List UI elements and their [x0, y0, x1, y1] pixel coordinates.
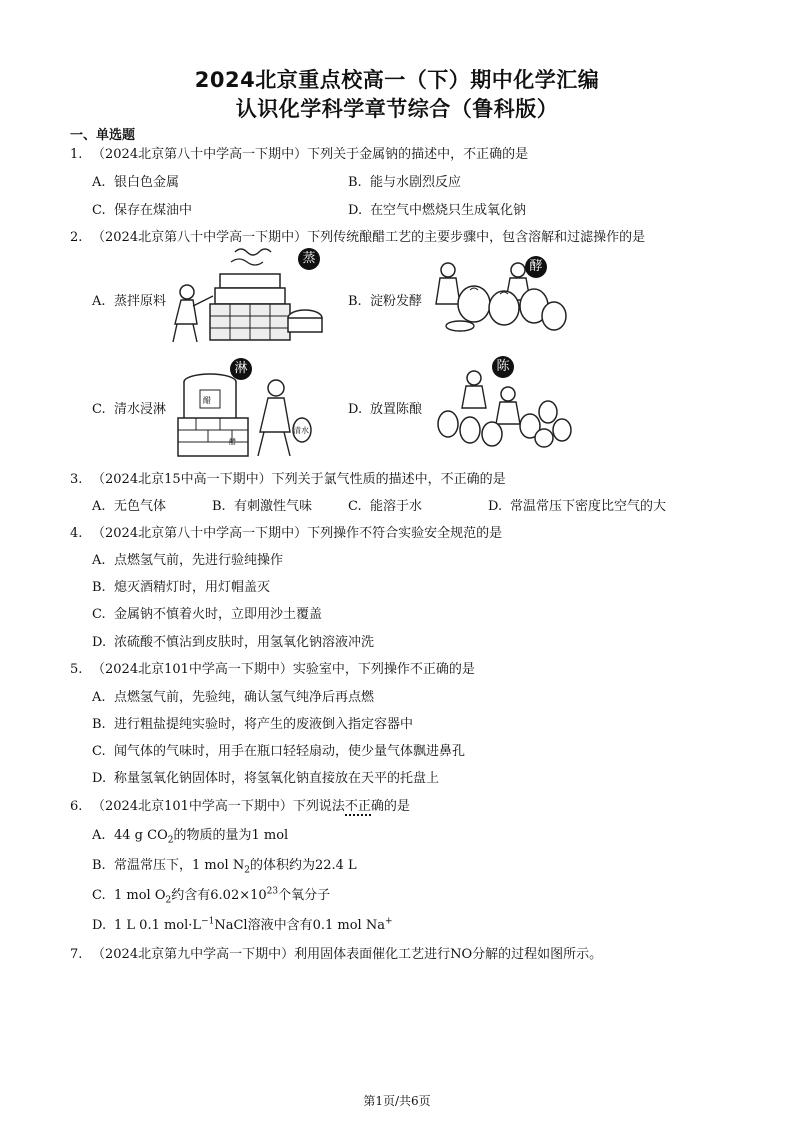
jar-label-vinegar: 醋	[203, 396, 211, 405]
q4-option-b: B. 熄灭酒精灯时，用灯帽盖灭	[92, 580, 271, 595]
page-footer: 第1页/共6页	[363, 1094, 431, 1108]
question-3: 3. （2024北京15中高一下期中）下列关于氯气性质的描述中，不正确的是	[70, 472, 506, 487]
q5-option-d: D. 称量氢氧化钠固体时，将氢氧化钠直接放在天平的托盘上	[92, 771, 440, 786]
jar-label-water: 清水	[293, 426, 309, 435]
q4-option-d: D. 浓硫酸不慎沾到皮肤时，用氢氧化钠溶液冲洗	[92, 635, 375, 650]
fermentation-illustration	[430, 256, 570, 336]
q6-option-b: B. 常温常压下，1 mol $N_2$的体积约为22.4 L	[92, 858, 357, 876]
q1-option-d: D. 在空气中燃烧只生成氧化钠	[348, 203, 527, 218]
q1-option-b: B. 能与水剧烈反应	[348, 175, 462, 190]
question-stem: （2024北京101中学高一下期中）实验室中，下列操作不正确的是	[92, 662, 475, 677]
badge-ferment: 酵	[525, 256, 547, 278]
q1-option-a: A. 银白色金属	[92, 175, 180, 190]
q6-option-a: A. 44 g $CO_2$的物质的量为1 mol	[92, 828, 289, 846]
q5-option-c: C. 闻气体的气味时，用手在瓶口轻轻扇动，使少量气体飘进鼻孔	[92, 744, 466, 759]
q2-option-d: D. 放置陈酿	[348, 402, 423, 417]
question-6: 6. （2024北京101中学高一下期中）下列说法不正确的是	[70, 799, 410, 814]
question-5: 5. （2024北京101中学高一下期中）实验室中，下列操作不正确的是	[70, 662, 475, 677]
q1-option-c: C. 保存在煤油中	[92, 203, 193, 218]
question-stem: （2024北京15中高一下期中）下列关于氯气性质的描述中，不正确的是	[92, 472, 506, 487]
question-7: 7. （2024北京第九中学高一下期中）利用固体表面催化工艺进行NO分解的过程如图所示。	[70, 947, 603, 962]
q2-option-c: C. 清水浸淋	[92, 402, 167, 417]
q6-option-d: D. 1 L 0.1 $mol\cdot L^{-1}NaCl$溶液中含有0.1 mol Na+	[92, 916, 393, 933]
question-4: 4. （2024北京第八十中学高一下期中）下列操作不符合实验安全规范的是	[70, 526, 503, 541]
question-stem: （2024北京第八十中学高一下期中）下列操作不符合实验安全规范的是	[92, 526, 503, 541]
question-1	[70, 143, 528, 162]
emphasis-not: 不正	[344, 799, 371, 814]
q4-option-c: C. 金属钠不慎着火时，立即用沙土覆盖	[92, 607, 323, 622]
q3-option-b: B. 有刺激性气味	[212, 499, 313, 514]
q3-option-c: C. 能溶于水	[348, 499, 423, 514]
question-number: 1.	[70, 147, 83, 162]
q3-option-a: A. 无色气体	[92, 499, 167, 514]
document-title-line1: 2024北京重点校高一（下）期中化学汇编	[194, 68, 600, 92]
q4-option-a: A. 点燃氢气前，先进行验纯操作	[92, 553, 284, 568]
jar-label-vinegar-small: 醋	[229, 438, 236, 446]
aging-illustration	[434, 368, 574, 448]
badge-age: 陈	[492, 356, 514, 378]
question-stem: （2024北京第九中学高一下期中）利用固体表面催化工艺进行NO分解的过程如图所示。	[92, 947, 603, 962]
question-stem: （2024北京第八十中学高一下期中）下列传统酿醋工艺的主要步骤中，包含溶解和过滤操作的是	[92, 230, 646, 245]
q5-option-b: B. 进行粗盐提纯实验时，将产生的废液倒入指定容器中	[92, 717, 414, 732]
section-heading: 一、单选题	[70, 128, 136, 143]
badge-steam: 蒸	[298, 248, 320, 270]
badge-rinse: 淋	[230, 358, 252, 380]
q5-option-a: A. 点燃氢气前，先验纯，确认氢气纯净后再点燃	[92, 690, 375, 705]
document-title-line2: 认识化学科学章节综合（鲁科版）	[235, 97, 559, 121]
question-stem: （2024北京第八十中学高一下期中）下列关于金属钠的描述中，不正确的是	[92, 147, 529, 162]
q6-option-c: C. 1 mol $O_2$约含有$6.02\times 10^{23}$个氧分子	[92, 886, 331, 906]
q2-option-a: A. 蒸拌原料	[92, 294, 167, 309]
q3-option-d: D. 常温常压下密度比空气的大	[488, 499, 667, 514]
q2-option-b: B. 淀粉发酵	[348, 294, 423, 309]
question-2: 2. （2024北京第八十中学高一下期中）下列传统酿醋工艺的主要步骤中，包含溶解和过滤操作的是	[70, 230, 646, 245]
